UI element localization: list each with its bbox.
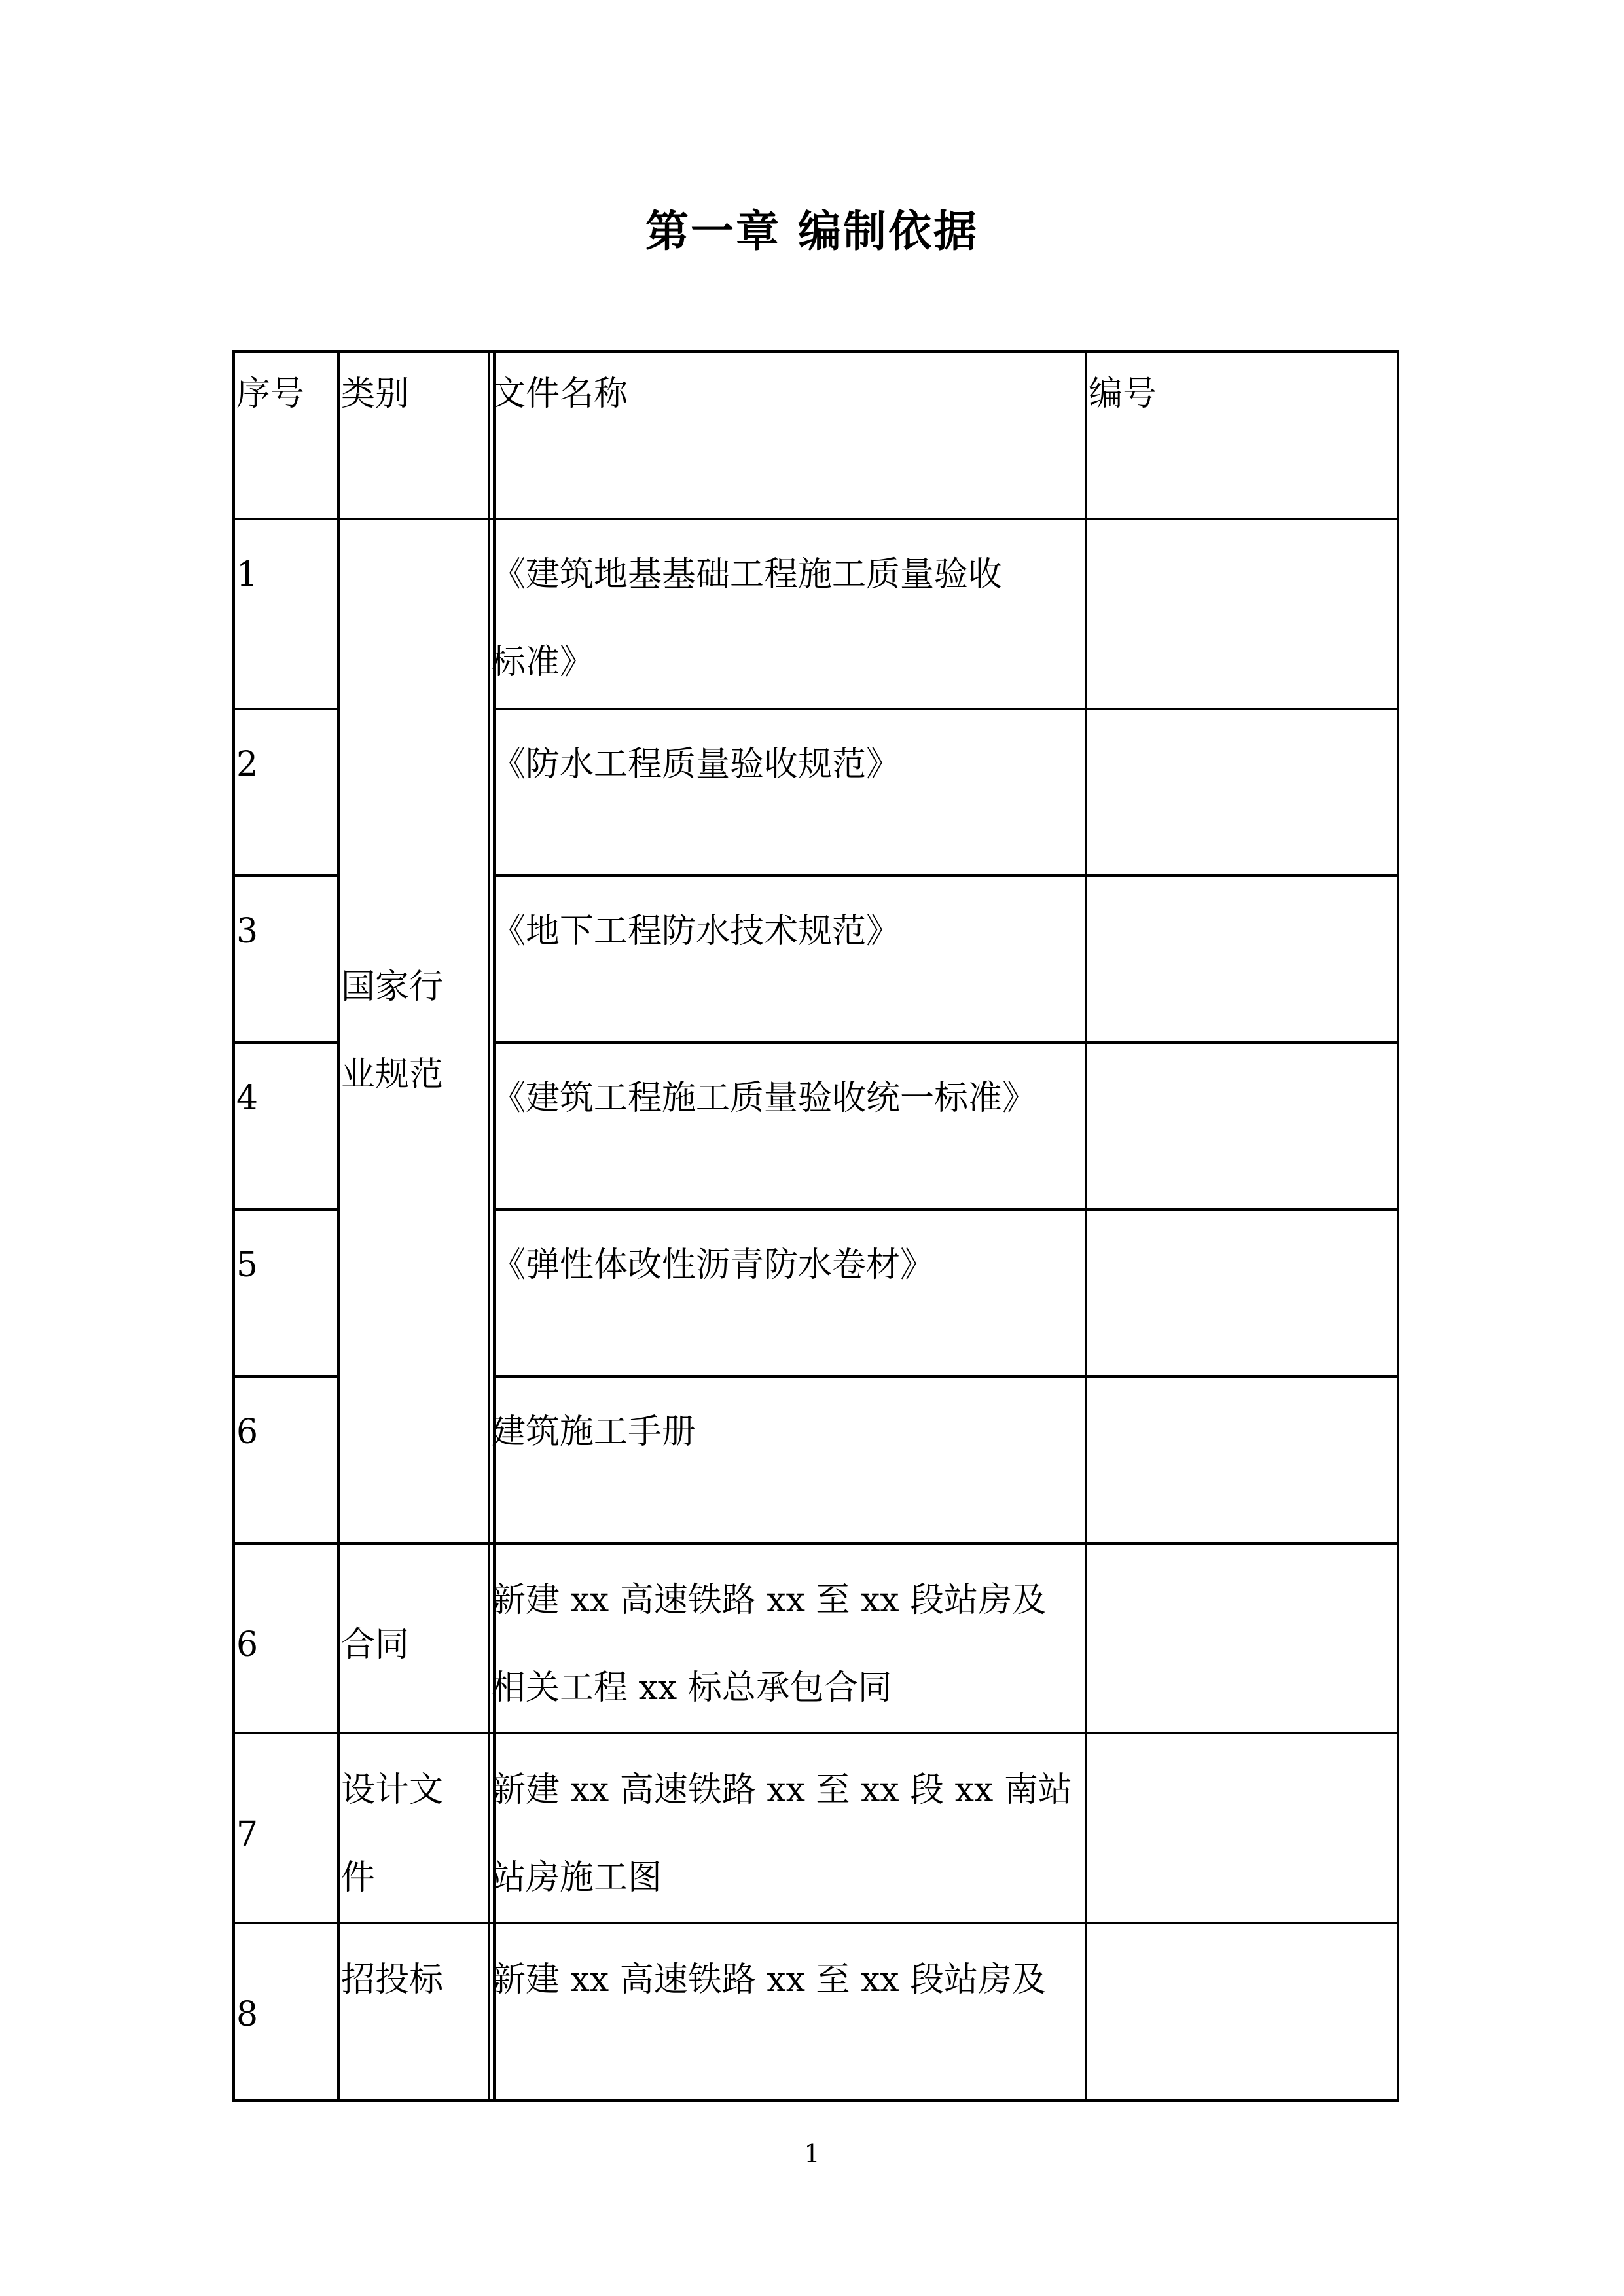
merged-category-line-1: 国家行 [341, 967, 444, 1007]
row-8-category-line-2: 件 [341, 1858, 376, 1897]
row-9-file: 新建 xx 高速铁路 xx 至 xx 段站房及 [492, 1960, 1047, 2000]
header-code: 编号 [1089, 374, 1157, 414]
page-number: 1 [804, 2139, 820, 2168]
row-6-seq: 6 [236, 1412, 259, 1452]
row-1-file-line-2: 标准》 [492, 643, 594, 682]
row-9-category: 招投标 [341, 1960, 444, 2000]
row-8-file [492, 1746, 1072, 1922]
row-4-file: 《建筑工程施工质量验收统一标准》 [492, 1079, 1037, 1118]
row-1-seq: 1 [236, 555, 259, 594]
row-7-file-line-1: 新建 xx 高速铁路 xx 至 xx 段站房及 [492, 1581, 1047, 1620]
row-7-file-line-2: 相关工程 xx 标总承包合同 [492, 1668, 892, 1708]
header-category: 类别 [341, 374, 410, 414]
row-1-file-line-1: 《建筑地基基础工程施工质量验收 [492, 555, 1003, 594]
row-8-category [341, 1746, 443, 1922]
row-5-seq: 5 [236, 1246, 259, 1285]
row-9-seq: 8 [236, 1995, 259, 2034]
row-8-file-line-1: 新建 xx 高速铁路 xx 至 xx 段 xx 南站 [492, 1770, 1072, 1810]
row-5-file: 《弹性体改性沥青防水卷材》 [492, 1246, 935, 1285]
row-7-category: 合同 [341, 1625, 410, 1664]
row-4-seq: 4 [236, 1079, 259, 1118]
row-2-file: 《防水工程质量验收规范》 [492, 745, 901, 784]
row-2-seq: 2 [236, 745, 259, 784]
header-seq: 序号 [236, 374, 305, 414]
header-filename: 文件名称 [492, 374, 628, 414]
merged-category-line-2: 业规范 [341, 1055, 444, 1094]
merged-category [341, 943, 443, 1119]
row-7-seq: 6 [236, 1625, 259, 1664]
row-3-file: 《地下工程防水技术规范》 [492, 912, 901, 951]
basis-table [232, 350, 1399, 2102]
row-7-file [492, 1556, 1046, 1732]
row-8-seq: 7 [236, 1815, 259, 1854]
row-3-seq: 3 [236, 912, 259, 951]
row-1-file [492, 531, 1002, 706]
row-8-category-line-1: 设计文 [341, 1770, 444, 1810]
row-8-file-line-2: 站房施工图 [492, 1858, 662, 1897]
page-title: 第一章 编制依据 [645, 206, 979, 257]
row-6-file: 建筑施工手册 [492, 1412, 696, 1452]
